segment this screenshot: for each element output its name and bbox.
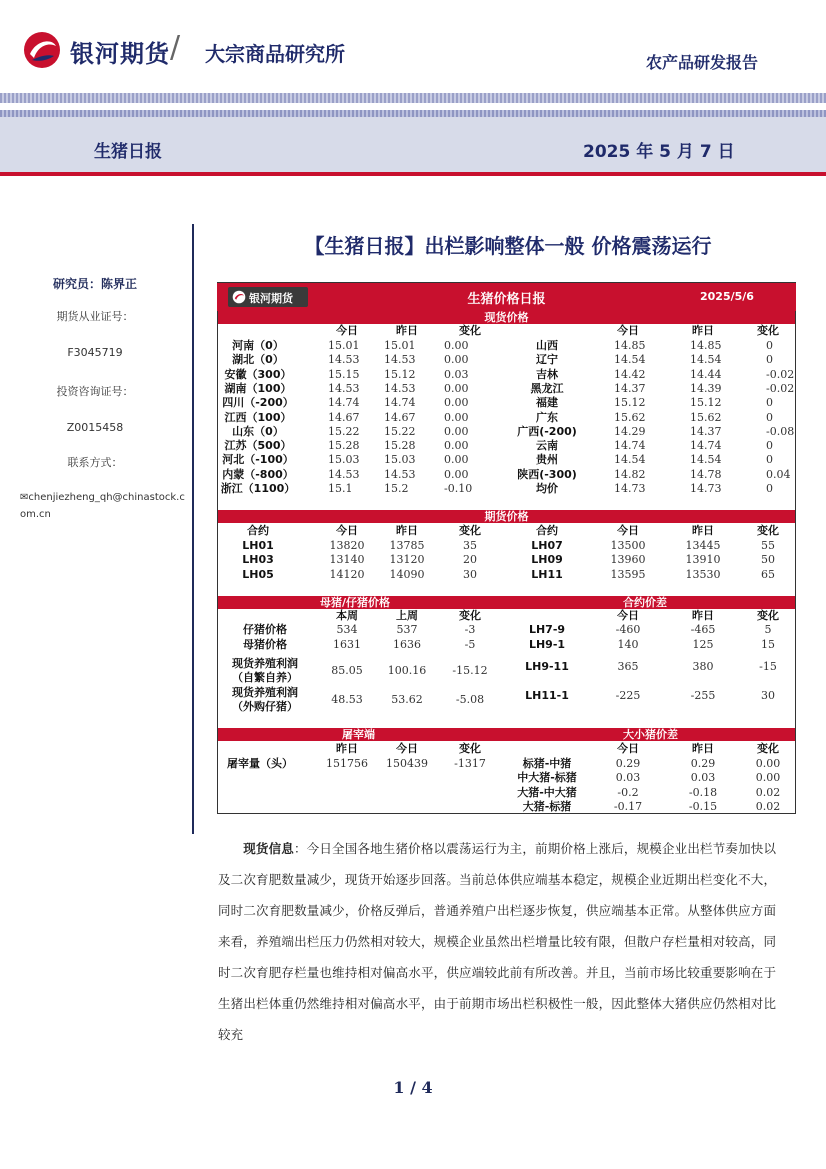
futures-value: 14120 <box>329 567 365 581</box>
size-value: 0.03 <box>690 771 716 785</box>
sow-section-title: 母猪/仔猪价格 <box>320 596 391 609</box>
size-value: 0.00 <box>755 771 781 785</box>
spot-value: 15.22 <box>384 424 416 438</box>
spot-province-label: 江西（100） <box>224 410 292 424</box>
sow-spread-band <box>218 596 795 609</box>
spot-value: 15.12 <box>690 396 722 410</box>
spread-value: 5 <box>764 623 772 636</box>
spread-header: 变化 <box>757 609 779 622</box>
size-value: 0.02 <box>755 799 781 813</box>
size-value: 0.02 <box>755 785 781 799</box>
page-number: 1 / 4 <box>393 1078 433 1097</box>
spot-value: 0.03 <box>444 367 469 381</box>
spot-value: 14.44 <box>690 367 722 381</box>
spot-value: 15.28 <box>328 439 360 453</box>
table-date: 2025/5/6 <box>700 290 754 303</box>
sow-header: 变化 <box>459 609 481 622</box>
spot-province-label: 广西(-200) <box>517 424 577 438</box>
spot-value: 0.00 <box>444 424 469 438</box>
spot-value: 0.00 <box>444 396 469 410</box>
spot-province-label: 辽宁 <box>536 353 558 367</box>
sow-row-sublabel: （自繁自养） <box>232 671 298 684</box>
spot-header-right: 变化 <box>757 324 779 337</box>
spot-value: 15.03 <box>328 453 360 467</box>
futures-contract-label: LH05 <box>242 567 274 581</box>
futures-value: 13445 <box>685 539 721 552</box>
slaughter-value: -1317 <box>454 757 486 770</box>
spot-province-label: 内蒙（-800） <box>222 467 294 481</box>
sidebar-divider <box>192 224 194 834</box>
spot-value: 15.12 <box>614 396 646 410</box>
spot-value: 15.2 <box>384 482 409 495</box>
spot-value: 14.67 <box>384 410 416 424</box>
sow-value: 537 <box>396 623 418 636</box>
spot-value: 0 <box>766 339 773 352</box>
futures-value: 65 <box>761 567 775 581</box>
spread-value: -465 <box>690 623 716 636</box>
spot-value: 0 <box>766 396 773 410</box>
spot-header-left: 今日 <box>336 324 358 337</box>
spot-value: -0.10 <box>444 482 473 495</box>
sow-row-label: 现货养殖利润 <box>232 657 298 670</box>
futures-header: 今日 <box>336 524 358 537</box>
spot-value: 14.54 <box>690 453 722 467</box>
slaughter-header: 昨日 <box>336 742 358 755</box>
spot-value: 15.22 <box>328 424 360 438</box>
spot-value: 14.74 <box>690 439 722 453</box>
galaxy-logo-icon <box>22 30 62 70</box>
sow-value: 85.05 <box>331 664 363 677</box>
spot-value: 0 <box>766 439 773 453</box>
futures-value: 50 <box>761 553 775 567</box>
spot-province-label: 四川（-200） <box>222 396 294 410</box>
size-spread-label: 中大猪-标猪 <box>517 771 577 785</box>
header-stripe-band <box>0 93 826 103</box>
spot-value: 14.73 <box>690 482 722 495</box>
spot-value: 14.85 <box>690 339 722 352</box>
futures-contract-label: LH07 <box>531 539 563 552</box>
spot-value: 15.28 <box>384 439 416 453</box>
mail-icon: ✉ <box>20 492 29 503</box>
table-name: 生猪价格日报 <box>467 292 546 307</box>
spot-value: 0.00 <box>444 353 469 367</box>
futures-value: 13910 <box>685 553 721 567</box>
spot-province-label: 河北（-100） <box>222 453 294 467</box>
spot-value: -0.08 <box>766 424 795 438</box>
contact-label: 联系方式： <box>67 456 123 469</box>
size-header: 今日 <box>617 742 639 755</box>
sow-header: 上周 <box>396 609 418 622</box>
size-section-title: 大小猪价差 <box>623 728 678 741</box>
spot-value: 14.42 <box>614 367 646 381</box>
spot-value: 0 <box>766 453 773 467</box>
slaughter-value: 151756 <box>326 757 368 770</box>
spot-value: 14.37 <box>690 424 722 438</box>
spot-province-label: 浙江（1100） <box>220 482 296 495</box>
spot-value: 15.03 <box>384 453 416 467</box>
spot-value: 14.54 <box>614 453 646 467</box>
futures-section-band: 期货价格 <box>218 510 795 523</box>
report-date: 2025 年 5 月 7 日 <box>583 142 735 162</box>
license-number: F3045719 <box>67 346 123 359</box>
sow-value: 53.62 <box>391 693 423 706</box>
spot-value: 0.00 <box>444 453 469 467</box>
spread-contract-label: LH7-9 <box>528 623 566 636</box>
sow-row-label: 现货养殖利润 <box>232 686 298 699</box>
spot-value: 14.54 <box>690 353 722 367</box>
consult-label: 投资咨询证号： <box>56 385 134 398</box>
futures-value: 35 <box>463 539 477 552</box>
spot-header-left: 变化 <box>459 324 481 337</box>
spot-value: 14.53 <box>384 467 416 481</box>
contact-email[interactable] <box>20 489 185 523</box>
spread-value: 125 <box>692 638 714 651</box>
size-spread-label: 标猪-中猪 <box>522 757 572 770</box>
spot-value: 14.37 <box>614 381 646 395</box>
spot-value: 0.04 <box>766 467 791 481</box>
futures-contract-label: LH11 <box>531 567 563 581</box>
spot-value: 14.73 <box>614 482 646 495</box>
spread-value: 15 <box>761 638 775 651</box>
futures-value: 13820 <box>329 539 365 552</box>
spot-province-label: 贵州 <box>536 453 558 467</box>
futures-value: 13595 <box>610 567 646 581</box>
spot-province-label: 云南 <box>536 439 558 453</box>
sow-value: 100.16 <box>387 664 427 677</box>
futures-value: 13785 <box>389 539 425 552</box>
sow-value: -5 <box>464 638 476 651</box>
spot-value: 15.1 <box>328 482 353 495</box>
spread-contract-label: LH9-1 <box>528 638 566 651</box>
size-value: -0.15 <box>688 799 718 813</box>
spot-value: 0 <box>766 482 773 495</box>
size-spread-label: 大猪-标猪 <box>522 799 572 813</box>
spot-info-paragraph <box>218 833 776 1050</box>
slaughter-size-band <box>218 728 795 741</box>
spot-province-label: 吉林 <box>536 367 558 381</box>
spot-info-text: ：今日全国各地生猪价格以震荡运行为主，前期价格上涨后，规模企业出栏节奏加快以及二次育肥数量减少，现货开始逐步回落。当前总体供应端基本稳定，规模企业近期出栏变化不大，同时二次育肥数量减少，价格反弹后，普通养殖户出栏逐步恢复，供应端基本正常。从整体供应方面来看，养殖端出栏压力仍然相对较大，规模企业虽然出栏增量比较有限，但散户存栏量相对较高，同时二次育肥存栏量也维持相对偏高水平，供应端较此前有所改善。并且，当前市场比较重要影响在于生猪出栏体重仍然维持相对偏高水平，由于前期市场出栏积极性一般，因此整体大猪供应仍然相对比较充 <box>218 841 776 1042</box>
spot-province-label: 湖北（0） <box>232 353 284 367</box>
spot-province-label: 均价 <box>536 482 558 495</box>
spot-value: 0 <box>766 410 773 424</box>
spread-value: 30 <box>761 689 775 702</box>
size-value: 0.00 <box>755 757 781 770</box>
sow-row-label: 母猪价格 <box>243 638 287 651</box>
futures-header: 昨日 <box>692 524 714 537</box>
size-spread-label: 大猪-中大猪 <box>517 785 577 799</box>
spot-value: -0.02 <box>766 367 795 381</box>
spot-value: 0.00 <box>444 381 469 395</box>
size-value: 0.03 <box>615 771 641 785</box>
spot-value: 15.62 <box>614 410 646 424</box>
spot-value: 14.74 <box>328 396 360 410</box>
spot-value: 15.01 <box>384 339 416 352</box>
sow-value: 534 <box>336 623 358 636</box>
spot-province-label: 黑龙江 <box>530 381 564 395</box>
email-text: chenjiezheng_qh@chinastock.com.cn <box>20 492 185 520</box>
spread-value: 380 <box>692 660 714 673</box>
spot-value: 0.00 <box>444 410 469 424</box>
spread-contract-label: LH11-1 <box>525 689 569 702</box>
size-value: -0.2 <box>617 785 639 799</box>
spot-province-label: 安徽（300） <box>224 367 292 381</box>
size-value: -0.17 <box>613 799 643 813</box>
futures-value: 13120 <box>389 553 425 567</box>
sow-value: 1636 <box>393 638 421 651</box>
futures-value: 20 <box>463 553 477 567</box>
header-red-rule <box>0 172 826 176</box>
license-label: 期货从业证号： <box>56 310 134 323</box>
spot-value: 15.01 <box>328 339 360 352</box>
sow-value: -3 <box>464 623 476 636</box>
spread-value: -15 <box>759 660 777 673</box>
futures-value: 13140 <box>329 553 365 567</box>
spot-value: 0.00 <box>444 439 469 453</box>
spread-header: 今日 <box>617 609 639 622</box>
spot-value: 14.74 <box>614 439 646 453</box>
spread-value: 140 <box>617 638 639 651</box>
sow-value: 48.53 <box>331 693 363 706</box>
slaughter-header: 变化 <box>459 742 481 755</box>
spot-province-label: 江苏（500） <box>224 439 292 453</box>
header-divider: / <box>170 30 181 65</box>
spot-value: 14.67 <box>328 410 360 424</box>
spot-value: 0 <box>766 353 773 367</box>
spot-province-label: 陕西(-300) <box>517 467 577 481</box>
sow-value: 1631 <box>333 638 361 651</box>
spot-province-label: 山西 <box>536 339 558 352</box>
futures-header: 合约 <box>536 524 558 537</box>
size-value: 0.29 <box>615 757 641 770</box>
spread-section-title: 合约价差 <box>623 596 667 609</box>
brand-name: 银河期货 <box>70 40 170 68</box>
spot-province-label: 广东 <box>536 410 558 424</box>
size-header: 昨日 <box>692 742 714 755</box>
spot-value: 15.12 <box>384 367 416 381</box>
slaughter-value: 150439 <box>386 757 428 770</box>
spot-value: 14.54 <box>614 353 646 367</box>
consult-number: Z0015458 <box>66 421 124 434</box>
spot-value: 14.39 <box>690 381 722 395</box>
futures-header: 变化 <box>757 524 779 537</box>
futures-value: 13500 <box>610 539 646 552</box>
spread-value: 365 <box>617 660 639 673</box>
futures-contract-label: LH03 <box>242 553 274 567</box>
slaughter-header: 今日 <box>396 742 418 755</box>
spot-value: 14.53 <box>328 467 360 481</box>
spot-value: 15.15 <box>328 367 360 381</box>
sow-row-label: 仔猪价格 <box>243 623 287 636</box>
futures-contract-label: LH01 <box>242 539 274 552</box>
spot-value: 14.29 <box>614 424 646 438</box>
sow-value: -15.12 <box>452 664 488 677</box>
spot-section-band: 现货价格 <box>218 311 795 324</box>
futures-header: 今日 <box>617 524 639 537</box>
size-value: -0.18 <box>688 785 718 799</box>
spot-header-right: 昨日 <box>692 324 714 337</box>
spot-value: 14.53 <box>328 381 360 395</box>
spot-value: 14.78 <box>690 467 722 481</box>
spot-value: 15.62 <box>690 410 722 424</box>
sow-value: -5.08 <box>455 693 485 706</box>
futures-value: 30 <box>463 567 477 581</box>
futures-header: 合约 <box>247 524 269 537</box>
spot-province-label: 河南（0） <box>232 339 284 352</box>
slaughter-section-title: 屠宰端 <box>342 728 375 741</box>
table-logo-text: 银河期货 <box>249 292 293 305</box>
spot-value: 0.00 <box>444 467 469 481</box>
researcher: 研究员：陈界正 <box>52 277 137 291</box>
report-type: 农产品研发报告 <box>646 53 759 72</box>
spot-value: 14.53 <box>328 353 360 367</box>
sow-row-sublabel: （外购仔猪） <box>232 700 298 713</box>
futures-value: 13960 <box>610 553 646 567</box>
spot-header-right: 今日 <box>617 324 639 337</box>
futures-value: 13530 <box>685 567 721 581</box>
futures-value: 55 <box>761 539 775 552</box>
report-name: 生猪日报 <box>94 142 162 162</box>
sow-header: 本周 <box>336 609 358 622</box>
spot-province-label: 湖南（100） <box>224 381 292 395</box>
size-header: 变化 <box>757 742 779 755</box>
spot-value: 14.85 <box>614 339 646 352</box>
spot-info-label: 现货信息 <box>243 841 294 856</box>
spot-value: 14.74 <box>384 396 416 410</box>
spread-header: 昨日 <box>692 609 714 622</box>
futures-header: 昨日 <box>396 524 418 537</box>
spot-value: 14.82 <box>614 467 646 481</box>
spot-value: 14.53 <box>384 353 416 367</box>
spot-province-label: 山东（0） <box>232 424 284 438</box>
spread-value: -460 <box>615 623 641 636</box>
spot-value: 14.53 <box>384 381 416 395</box>
spot-header-left: 昨日 <box>396 324 418 337</box>
futures-contract-label: LH09 <box>531 553 563 567</box>
futures-value: 14090 <box>389 567 425 581</box>
spread-value: -225 <box>615 689 641 702</box>
spot-value: -0.02 <box>766 381 795 395</box>
spread-contract-label: LH9-11 <box>525 660 569 673</box>
size-value: 0.29 <box>690 757 716 770</box>
institute-name: 大宗商品研究所 <box>205 42 345 66</box>
article-title: 【生猪日报】出栏影响整体一般 价格震荡运行 <box>304 234 712 258</box>
spot-province-label: 福建 <box>536 396 558 410</box>
spot-value: 0.00 <box>444 339 469 352</box>
spread-value: -255 <box>690 689 716 702</box>
slaughter-row-label: 屠宰量（头） <box>227 757 293 770</box>
futures-header: 变化 <box>459 524 481 537</box>
